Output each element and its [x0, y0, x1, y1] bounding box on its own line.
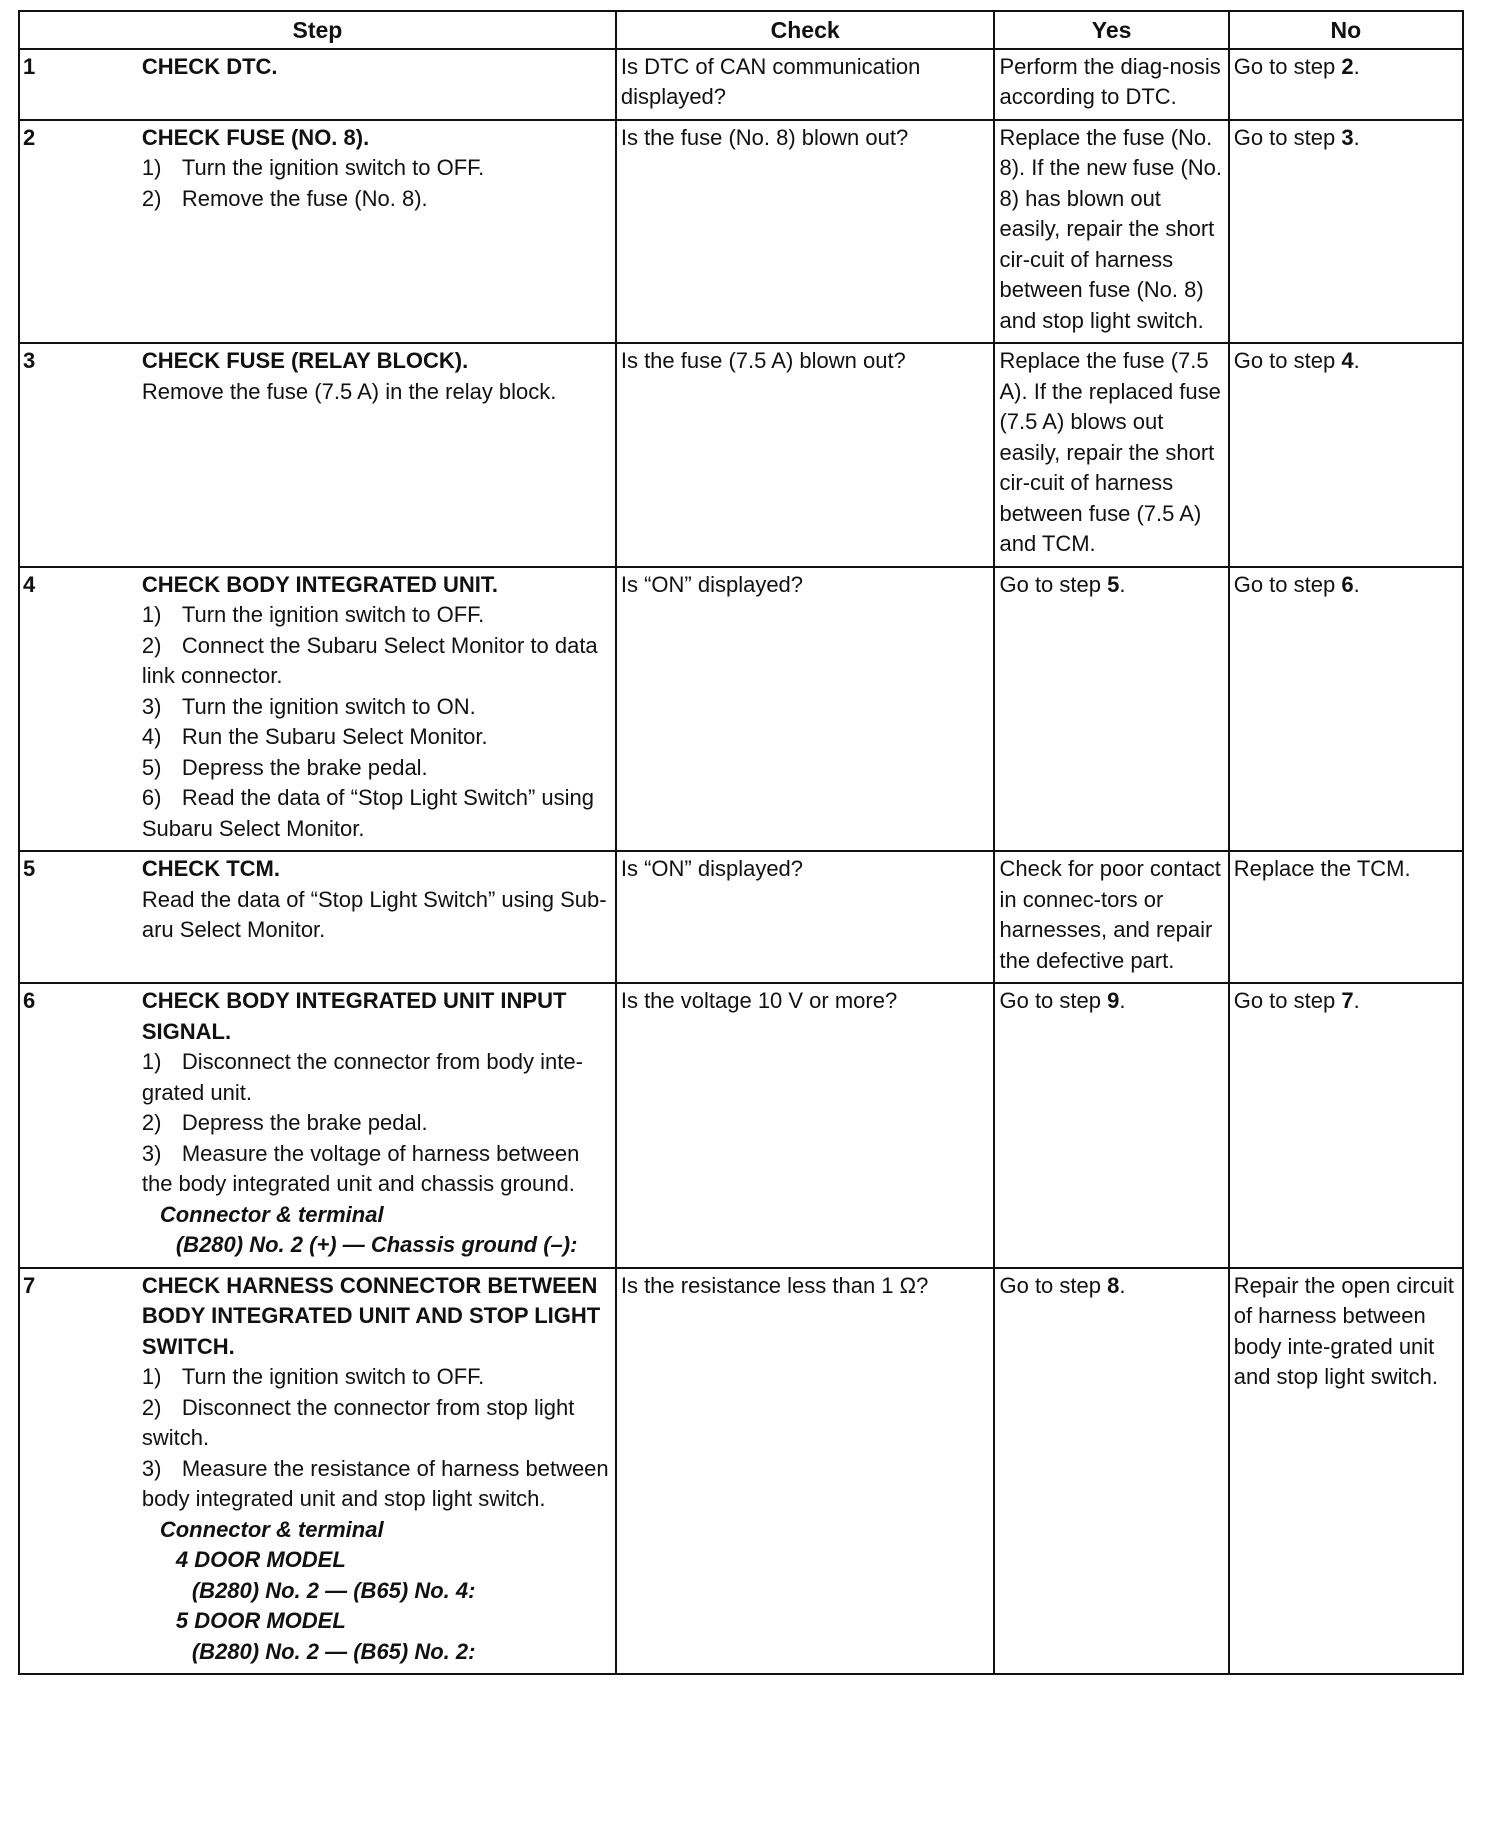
substep-number: 2) [141, 185, 162, 211]
header-no: No [1229, 11, 1463, 49]
substep [142, 631, 611, 692]
table-body [19, 49, 1463, 1675]
diagnostic-table [18, 10, 1464, 1675]
step-number: 3 [19, 343, 140, 567]
no-cell [1229, 567, 1463, 852]
substep [142, 1108, 611, 1139]
substep-number: 1) [141, 1364, 162, 1389]
header-step: Step [19, 11, 616, 49]
no-cell [1229, 343, 1463, 567]
table-row [19, 1268, 1463, 1675]
substep [142, 1047, 611, 1108]
substep-text: Turn the ignition switch to ON. [181, 693, 476, 719]
step-number: 7 [19, 1268, 140, 1675]
step-number: 5 [19, 851, 140, 983]
no-cell: Replace the TCM. [1229, 851, 1463, 983]
step-description [140, 851, 616, 983]
yes-cell: Check for poor contact in connec-tors or harnesses, and repair the defective part. [994, 851, 1228, 983]
goto-text: Go to step [999, 988, 1108, 1013]
substep [142, 692, 611, 723]
connector-note: (B280) No. 2 — (B65) No. 2: [191, 1638, 476, 1664]
check-cell: Is the resistance less than 1 Ω? [616, 1268, 995, 1675]
yes-cell: Replace the fuse (7.5 A). If the replaced fuse (7.5 A) blows out easily, repair the short cir-cuit of harness between fuse (7.5 A) and TCM. [994, 343, 1228, 567]
check-cell: Is “ON” displayed? [616, 567, 995, 852]
table-row [19, 120, 1463, 344]
substep-text: Disconnect the connector from stop light switch. [141, 1394, 575, 1450]
step-number: 4 [19, 567, 140, 852]
substep [142, 1454, 611, 1515]
header-row [19, 11, 1463, 49]
substep [142, 1393, 611, 1454]
connector-note: (B280) No. 2 (+) — Chassis ground (–): [175, 1232, 578, 1257]
substep-number: 1) [141, 155, 162, 180]
step-text: Read the data of “Stop Light Switch” using Sub-aru Select Monitor. [141, 886, 607, 942]
goto-period: . [1353, 53, 1360, 79]
check-cell: Is the fuse (7.5 A) blown out? [616, 343, 995, 567]
substep-text: Run the Subaru Select Monitor. [181, 724, 488, 749]
no-cell [1229, 49, 1463, 120]
check-cell: Is “ON” displayed? [616, 851, 995, 983]
goto-step-number: 8 [1107, 1272, 1120, 1298]
step-title: CHECK BODY INTEGRATED UNIT. [141, 571, 498, 597]
substep-number: 2) [141, 1110, 162, 1135]
yes-cell [994, 1268, 1228, 1675]
no-cell [1229, 120, 1463, 344]
substep [142, 783, 611, 844]
header-check: Check [616, 11, 995, 49]
no-cell: Repair the open circuit of harness between body inte-grated unit and stop light switch. [1229, 1268, 1463, 1675]
step-description [140, 343, 616, 567]
step-title: CHECK HARNESS CONNECTOR BETWEEN BODY INTEGRATED UNIT AND STOP LIGHT SWITCH. [141, 1272, 601, 1359]
goto-step-number: 7 [1341, 988, 1354, 1013]
substep-text: Depress the brake pedal. [181, 754, 428, 780]
substep-text: Turn the ignition switch to OFF. [181, 1364, 485, 1389]
connector-note: 4 DOOR MODEL [175, 1547, 346, 1572]
step-description [140, 567, 616, 852]
goto-step-number: 4 [1341, 348, 1354, 373]
substep-number: 6) [141, 785, 162, 810]
substep-number: 4) [141, 724, 162, 749]
substep [142, 153, 611, 184]
table-row [19, 49, 1463, 120]
table-row [19, 851, 1463, 983]
table-row [19, 983, 1463, 1268]
goto-step-number: 6 [1341, 571, 1354, 597]
substep-number: 1) [141, 1049, 162, 1074]
substep-number: 5) [141, 754, 162, 780]
substep [142, 184, 611, 215]
substep-number: 2) [141, 632, 162, 658]
substep-text: Connect the Subaru Select Monitor to data link connector. [141, 632, 598, 688]
goto-text: Go to step [1233, 348, 1342, 373]
substep [142, 1362, 611, 1393]
table-row [19, 343, 1463, 567]
goto-period: . [1353, 124, 1360, 150]
step-title: CHECK DTC. [141, 53, 278, 79]
goto-period: . [1353, 348, 1360, 373]
goto-step-number: 9 [1107, 988, 1120, 1013]
yes-cell: Perform the diag-nosis according to DTC. [994, 49, 1228, 120]
step-title: CHECK FUSE (RELAY BLOCK). [141, 348, 469, 373]
substep-number: 3) [141, 1455, 162, 1481]
substep-text: Depress the brake pedal. [181, 1110, 428, 1135]
step-text: Remove the fuse (7.5 A) in the relay block. [141, 378, 557, 404]
substep-text: Turn the ignition switch to OFF. [181, 155, 485, 180]
substep-text: Disconnect the connector from body inte-grated unit. [141, 1049, 583, 1105]
goto-step-number: 2 [1341, 53, 1354, 79]
header-yes: Yes [994, 11, 1228, 49]
step-number: 1 [19, 49, 140, 120]
substep [142, 722, 611, 753]
goto-period: . [1353, 988, 1360, 1013]
substep-text: Measure the resistance of harness between body integrated unit and stop light switch. [141, 1455, 609, 1511]
goto-period: . [1119, 1272, 1126, 1298]
yes-cell: Replace the fuse (No. 8). If the new fuse (No. 8) has blown out easily, repair the short cir-cuit of harness between fuse (No. 8) and stop light switch. [994, 120, 1228, 344]
table-row [19, 567, 1463, 852]
goto-text: Go to step [1233, 988, 1342, 1013]
no-cell [1229, 983, 1463, 1268]
check-cell: Is DTC of CAN communication displayed? [616, 49, 995, 120]
connector-note: (B280) No. 2 — (B65) No. 4: [191, 1577, 476, 1603]
step-title: CHECK TCM. [141, 856, 280, 881]
goto-text: Go to step [999, 571, 1108, 597]
step-title: CHECK BODY INTEGRATED UNIT INPUT SIGNAL. [141, 988, 567, 1044]
substep-text: Read the data of “Stop Light Switch” using Subaru Select Monitor. [141, 785, 594, 841]
goto-text: Go to step [1233, 124, 1342, 150]
connector-note: 5 DOOR MODEL [175, 1608, 346, 1633]
connector-note: Connector & terminal [159, 1516, 384, 1542]
substep-text: Turn the ignition switch to OFF. [181, 602, 485, 627]
substep-number: 3) [141, 693, 162, 719]
step-description [140, 49, 616, 120]
check-cell: Is the voltage 10 V or more? [616, 983, 995, 1268]
yes-cell [994, 567, 1228, 852]
step-description [140, 983, 616, 1268]
substep-number: 3) [141, 1140, 162, 1166]
goto-period: . [1119, 571, 1126, 597]
goto-step-number: 3 [1341, 124, 1354, 150]
goto-text: Go to step [1233, 571, 1342, 597]
substep-number: 1) [141, 602, 162, 627]
yes-cell [994, 983, 1228, 1268]
goto-text: Go to step [999, 1272, 1108, 1298]
goto-step-number: 5 [1107, 571, 1120, 597]
goto-period: . [1119, 988, 1126, 1013]
check-cell: Is the fuse (No. 8) blown out? [616, 120, 995, 344]
step-title: CHECK FUSE (NO. 8). [141, 124, 370, 150]
goto-text: Go to step [1233, 53, 1342, 79]
step-description [140, 1268, 616, 1675]
substep-text: Measure the voltage of harness between the body integrated unit and chassis ground. [141, 1140, 580, 1196]
connector-note: Connector & terminal [159, 1201, 384, 1227]
substep [142, 753, 611, 784]
step-number: 6 [19, 983, 140, 1268]
step-number: 2 [19, 120, 140, 344]
substep-text: Remove the fuse (No. 8). [181, 185, 428, 211]
goto-period: . [1353, 571, 1360, 597]
substep [142, 600, 611, 631]
substep [142, 1139, 611, 1200]
substep-number: 2) [141, 1394, 162, 1420]
step-description [140, 120, 616, 344]
